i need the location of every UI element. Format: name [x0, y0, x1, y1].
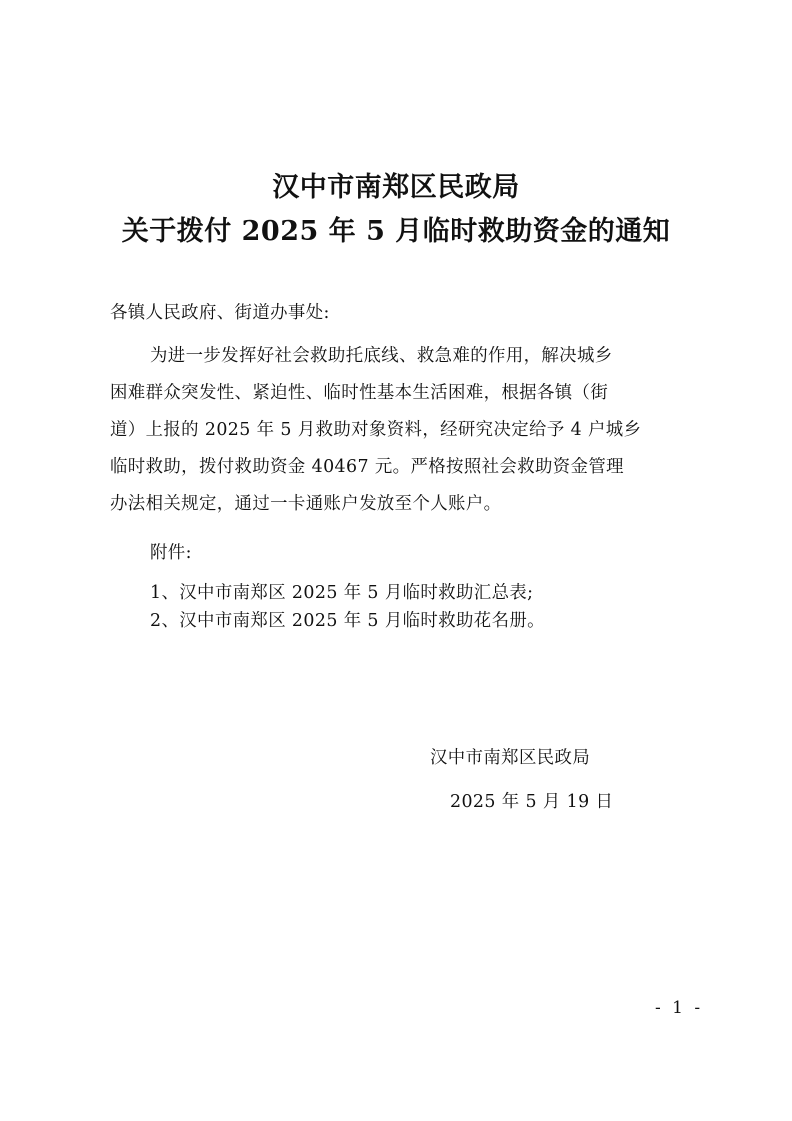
- attachment-item: 2、汉中市南郑区 2025 年 5 月临时救助花名册。: [150, 611, 545, 631]
- paragraph-line: 为进一步发挥好社会救助托底线、救急难的作用，解决城乡: [150, 346, 613, 366]
- document-title-line-2: 关于拨付 2025 年 5 月临时救助资金的通知: [121, 216, 671, 247]
- page-number: - 1 -: [655, 998, 704, 1018]
- document-title-line-1: 汉中市南郑区民政局: [272, 172, 520, 203]
- attachment-item: 1、汉中市南郑区 2025 年 5 月临时救助汇总表;: [150, 583, 534, 603]
- signature-organization: 汉中市南郑区民政局: [430, 748, 591, 768]
- paragraph-line: 困难群众突发性、紧迫性、临时性基本生活困难，根据各镇（街: [110, 383, 609, 403]
- paragraph-line: 道）上报的 2025 年 5 月救助对象资料，经研究决定给予 4 户城乡: [110, 420, 642, 440]
- salutation: 各镇人民政府、街道办事处:: [110, 303, 330, 323]
- paragraph-line: 办法相关规定，通过一卡通账户发放至个人账户。: [110, 494, 502, 514]
- signature-date: 2025 年 5 月 19 日: [450, 792, 614, 812]
- attachments-heading: 附件:: [150, 543, 192, 563]
- paragraph-line: 临时救助，拨付救助资金 40467 元。严格按照社会救助资金管理: [110, 457, 624, 477]
